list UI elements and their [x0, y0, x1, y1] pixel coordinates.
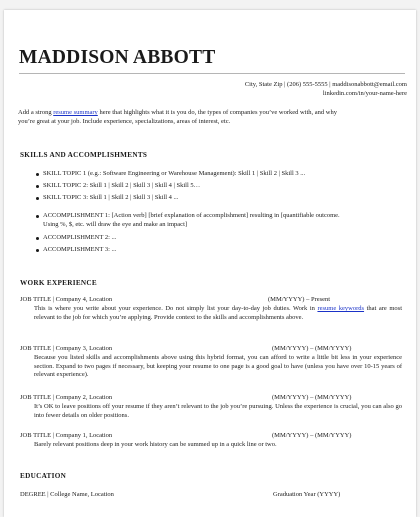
job-title: JOB TITLE | Company 3, Location: [20, 345, 113, 352]
job-header: [20, 432, 400, 441]
work-experience-heading: WORK EXPERIENCE: [20, 279, 97, 287]
job-description: Barely relevant positions deep in your work history can be summed up in a quick line or two.: [34, 441, 277, 448]
education-entry: [20, 491, 400, 500]
job-dates: (MM/YYYY) – (MM/YYYY): [272, 394, 352, 401]
bullet-icon: [36, 237, 39, 240]
skill-topic-item: SKILL TOPIC 2: Skill 1 | Skill 2 | Skill 3 | Skill 4 | Skill 5…: [43, 182, 200, 191]
job-header: [20, 394, 400, 403]
contact-info: [245, 81, 407, 98]
job-description: This is where you write about your experience. Do not simply list your day-to-day job duties. Work in resume keywords that are most relevant to the job for which you’re applying. Provide context to the skills and accomplishments above.: [34, 305, 403, 321]
header-divider: [19, 73, 405, 74]
skills-heading: SKILLS AND ACCOMPLISHMENTS: [20, 151, 148, 159]
resume-page: [4, 10, 416, 517]
skill-topic-item: SKILL TOPIC 1 (e.g.: Software Engineering or Warehouse Management): Skill 1 | Skill 2 | Skill 3 ...: [43, 170, 305, 179]
job-dates: (MM/YYYY) – (MM/YYYY): [272, 345, 352, 352]
job-header: [20, 345, 400, 354]
job-title: JOB TITLE | Company 1, Location: [20, 432, 113, 439]
resume-name: MADDISON ABBOTT: [19, 47, 216, 68]
bullet-icon: [36, 249, 39, 252]
linkedin-url: linkedin.com/in/your-name-here: [322, 89, 407, 97]
accomplishment-item: ACCOMPLISHMENT 2: ...: [43, 234, 116, 243]
accomplishment-item: ACCOMPLISHMENT 3: ...: [43, 246, 116, 255]
job-dates: (MM/YYYY) – Present: [268, 296, 331, 303]
summary-paragraph: Add a strong resume summary here that highlights what it is you do, the types of companies you’ve worked with, and why you’re great at your job. Include experience, specializations, areas of interest, etc.: [18, 109, 338, 125]
job-header: [20, 296, 400, 305]
bullet-icon: [36, 197, 39, 200]
resume-keywords-link[interactable]: resume keywords: [317, 305, 365, 312]
graduation-year: Graduation Year (YYYY): [273, 491, 341, 498]
bullet-icon: [36, 173, 39, 176]
bullet-icon: [36, 185, 39, 188]
job-title: JOB TITLE | Company 2, Location: [20, 394, 113, 401]
job-description: Because you listed skills and accomplishments above using this hybrid format, you can afford to write a little bit less in your experience section. Expand to two pages if necessary, but keeping your resume to one page is a good goal to have (unless you have over 10-15 years of relevant experience).: [34, 354, 402, 379]
job-title: JOB TITLE | Company 4, Location: [20, 296, 113, 303]
resume-summary-link[interactable]: resume summary: [53, 109, 98, 116]
bullet-icon: [36, 215, 39, 218]
job-dates: (MM/YYYY) – (MM/YYYY): [272, 432, 352, 439]
degree-name: DEGREE | College Name, Location: [20, 491, 114, 498]
skill-topic-item: SKILL TOPIC 3: Skill 1 | Skill 2 | Skill 3 | Skill 4 ...: [43, 194, 178, 203]
education-heading: EDUCATION: [20, 472, 67, 480]
job-description: It’s OK to leave positions off your resume if they aren’t relevant to the job you’re pursuing. Unless the experience is crucial, you can also go into fewer details on older positions.: [34, 403, 402, 419]
accomplishment-item: ACCOMPLISHMENT 1: [Action verb] [brief explanation of accomplishment] resulting in [quantifiable outcome. Using %, $, etc. will draw the eye and make an impact]: [43, 212, 340, 229]
contact-line: City, State Zip | (206) 555-5555 | maddisonabbott@email.com: [244, 81, 407, 88]
